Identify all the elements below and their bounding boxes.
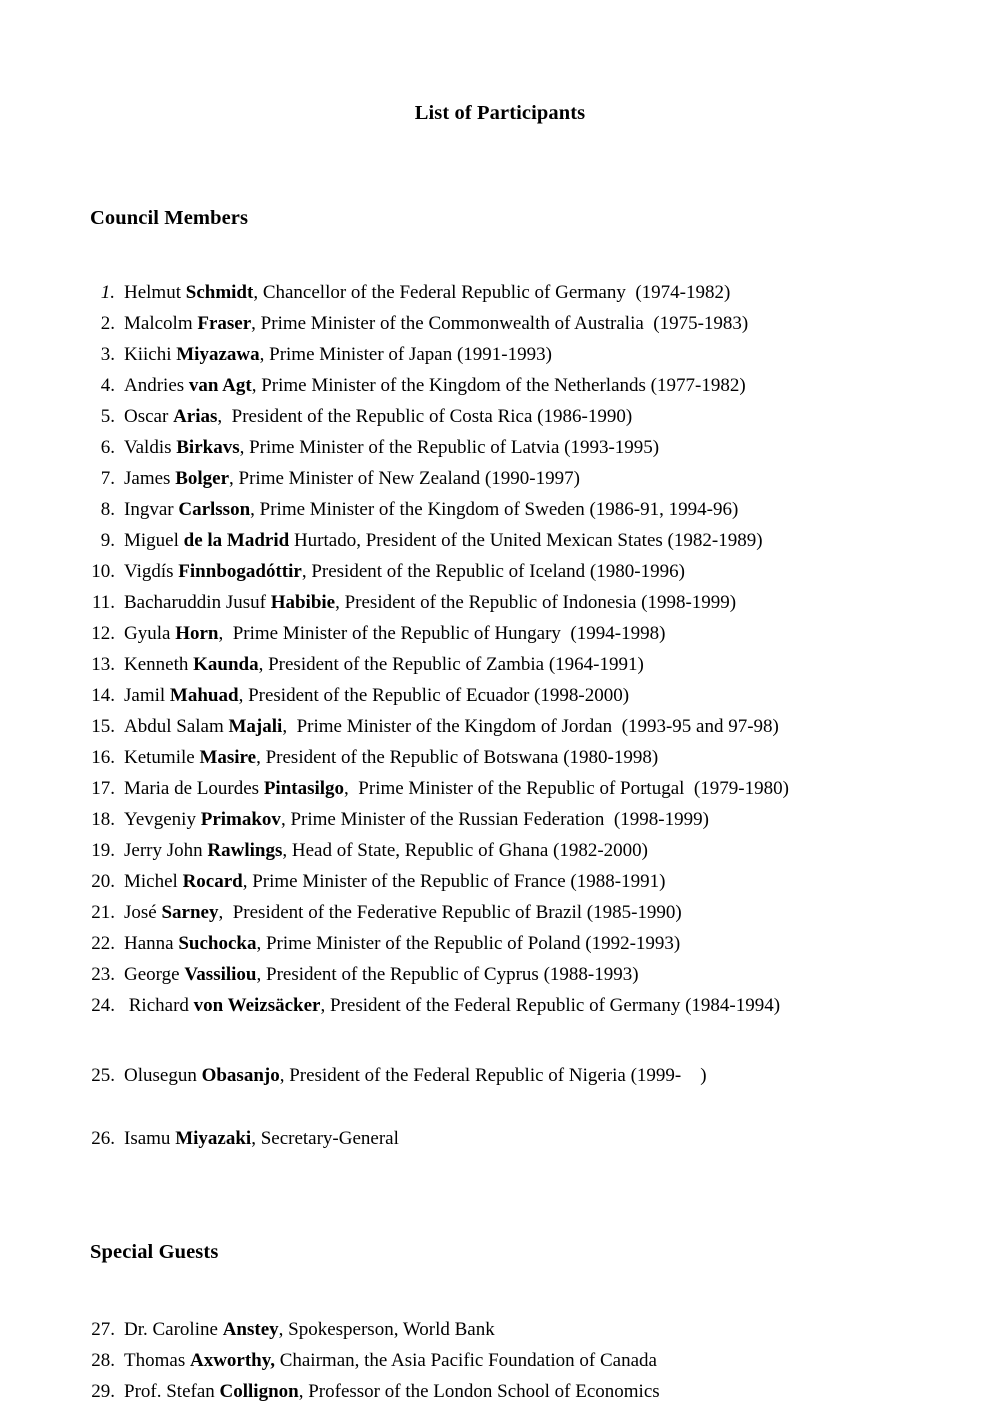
participant-surname: Birkavs xyxy=(176,437,240,458)
list-item xyxy=(90,1376,1000,1407)
participant-given-name: Michel xyxy=(124,871,183,892)
participant-given-name: Olusegun xyxy=(124,1065,202,1086)
list-item-text xyxy=(124,618,1000,649)
list-item-number: 16. xyxy=(91,747,115,768)
participant-surname: Bolger xyxy=(175,468,230,489)
participant-surname: Vassiliou xyxy=(184,964,257,985)
list-item xyxy=(90,959,1000,990)
participant-given-name: Ingvar xyxy=(124,499,179,520)
participant-surname: Obasanjo xyxy=(201,1065,280,1086)
participant-given-name: Jamil xyxy=(124,685,170,706)
participant-title: , President of the Republic of Indonesia (1998-1999) xyxy=(335,592,737,613)
participant-given-name: Prof. Stefan xyxy=(124,1380,220,1402)
list-item-text xyxy=(124,401,1000,432)
list-item-number: 20. xyxy=(91,871,115,892)
list-item xyxy=(90,525,1000,556)
list-item xyxy=(90,1060,1000,1091)
participant-given-name: Andries xyxy=(124,375,189,396)
list-item-text xyxy=(124,897,1000,928)
list-item-text xyxy=(124,1314,1000,1345)
list-item-text xyxy=(124,587,1000,618)
list-item-number: 29. xyxy=(91,1380,115,1402)
list-item-text xyxy=(124,742,1000,773)
list-item-text xyxy=(124,339,1000,370)
list-item xyxy=(90,649,1000,680)
list-item-text xyxy=(124,1060,1000,1091)
list-item-number: 24. xyxy=(91,995,115,1016)
participant-surname: Fraser xyxy=(197,313,252,334)
participant-given-name: George xyxy=(124,964,185,985)
list-item xyxy=(90,370,1000,401)
list-item xyxy=(90,773,1000,804)
participant-title: , Prime Minister of the Republic of Portugal (1979-1980) xyxy=(344,778,789,799)
list-item-text xyxy=(124,1345,1000,1376)
list-item-number: 13. xyxy=(91,654,115,675)
list-item-number: 9. xyxy=(100,530,115,551)
list-item xyxy=(90,680,1000,711)
participant-surname: Schmidt xyxy=(185,282,254,303)
participant-title: , Prime Minister of the Republic of Latvia (1993-1995) xyxy=(239,437,660,458)
participant-title: Hurtado, President of the United Mexican States (1982-1989) xyxy=(289,530,763,551)
participant-given-name: Thomas xyxy=(124,1349,190,1371)
list-item-text xyxy=(124,277,1000,308)
participant-title: , Prime Minister of the Republic of Poland (1992-1993) xyxy=(256,933,681,954)
participant-title: , Prime Minister of the Russian Federation (1998-1999) xyxy=(280,809,709,830)
participant-title: , President of the Republic of Iceland (1980-1996) xyxy=(301,561,685,582)
council-members-list xyxy=(0,277,1000,1154)
list-item-number: 22. xyxy=(91,933,115,954)
participant-given-name: Hanna xyxy=(124,933,179,954)
list-item-text xyxy=(124,866,1000,897)
list-item xyxy=(90,401,1000,432)
participant-title: , President of the Republic of Zambia (1964-1991) xyxy=(258,654,644,675)
participant-given-name: James xyxy=(124,468,176,489)
participant-title: , Chancellor of the Federal Republic of Germany (1974-1982) xyxy=(253,282,731,303)
list-item-number: 7. xyxy=(100,468,115,489)
list-item-text xyxy=(124,494,1000,525)
list-item-number: 26. xyxy=(91,1128,115,1149)
participant-surname: Axworthy, xyxy=(189,1349,275,1371)
participant-surname: Sarney xyxy=(161,902,219,923)
participant-title: , Prime Minister of the Republic of France (1988-1991) xyxy=(242,871,666,892)
participant-given-name: Valdis xyxy=(124,437,177,458)
list-item-text xyxy=(124,525,1000,556)
list-item-text xyxy=(124,680,1000,711)
participant-surname: Rawlings xyxy=(207,840,283,861)
participant-title: , Prime Minister of the Republic of Hungary (1994-1998) xyxy=(218,623,666,644)
participant-given-name: Oscar xyxy=(124,406,174,427)
list-item xyxy=(90,308,1000,339)
special-guests-list xyxy=(0,1314,1000,1407)
list-item xyxy=(90,990,1000,1021)
list-item xyxy=(90,1314,1000,1345)
list-item xyxy=(90,1123,1000,1154)
participant-given-name: Kenneth xyxy=(124,654,194,675)
participant-title: , President of the Republic of Ecuador (1998-2000) xyxy=(238,685,630,706)
participant-surname: von Weizsäcker xyxy=(193,995,321,1016)
participant-surname: Finnbogadóttir xyxy=(178,561,302,582)
participant-surname: Masire xyxy=(199,747,257,768)
list-item-number: 5. xyxy=(100,406,115,427)
list-item-text xyxy=(124,1376,1000,1407)
participant-given-name: Helmut xyxy=(124,282,186,303)
participant-given-name: Miguel xyxy=(124,530,184,551)
list-item-text xyxy=(124,990,1000,1021)
participant-surname: Collignon xyxy=(219,1380,299,1402)
participant-title: Chairman, the Asia Pacific Foundation of Canada xyxy=(274,1349,657,1371)
participant-given-name: José xyxy=(124,902,162,923)
list-item-number: 11. xyxy=(91,592,115,613)
participant-title: , Prime Minister of New Zealand (1990-1997) xyxy=(229,468,580,489)
list-item-number: 28. xyxy=(91,1349,115,1371)
list-item-number: 15. xyxy=(91,716,115,737)
participant-surname: Anstey xyxy=(222,1318,279,1340)
list-item-text xyxy=(124,556,1000,587)
list-item xyxy=(90,432,1000,463)
participant-given-name: Abdul Salam xyxy=(124,716,229,737)
list-item-text xyxy=(124,370,1000,401)
list-item-number: 21. xyxy=(91,902,115,923)
participant-given-name: Dr. Caroline xyxy=(124,1318,223,1340)
participant-title: , Prime Minister of the Kingdom of the Netherlands (1977-1982) xyxy=(251,375,746,396)
participant-given-name: Bacharuddin Jusuf xyxy=(124,592,271,613)
list-item xyxy=(90,866,1000,897)
participant-surname: de la Madrid xyxy=(183,530,290,551)
list-item xyxy=(90,587,1000,618)
list-item xyxy=(90,928,1000,959)
participant-given-name: Kiichi xyxy=(124,344,177,365)
list-item-text xyxy=(124,463,1000,494)
list-item-number: 8. xyxy=(100,499,115,520)
list-item xyxy=(90,618,1000,649)
list-item xyxy=(90,711,1000,742)
list-item xyxy=(90,556,1000,587)
participant-surname: Majali xyxy=(228,716,283,737)
list-item-text xyxy=(124,308,1000,339)
list-item xyxy=(90,742,1000,773)
list-item-number: 18. xyxy=(91,809,115,830)
participant-surname: Miyazaki xyxy=(175,1128,252,1149)
participant-surname: van Agt xyxy=(188,375,252,396)
participant-surname: Kaunda xyxy=(193,654,259,675)
participant-given-name: Jerry John xyxy=(124,840,208,861)
list-item-number: 2. xyxy=(100,313,115,334)
page-title: List of Participants xyxy=(414,102,586,124)
participant-surname: Habibie xyxy=(270,592,336,613)
participant-given-name: Gyula xyxy=(124,623,176,644)
list-item-number: 4. xyxy=(100,375,115,396)
participant-title: , Prime Minister of the Kingdom of Sweden (1986-91, 1994-96) xyxy=(250,499,739,520)
list-item-number: 1. xyxy=(100,282,115,303)
participant-given-name: Vigdís xyxy=(124,561,179,582)
list-item-number: 10. xyxy=(91,561,115,582)
list-item-text xyxy=(124,773,1000,804)
participant-title: , President of the Republic of Botswana (1980-1998) xyxy=(256,747,659,768)
list-item xyxy=(90,339,1000,370)
list-item xyxy=(90,463,1000,494)
list-item xyxy=(90,1345,1000,1376)
list-item xyxy=(90,277,1000,308)
participant-title: , Professor of the London School of Economics xyxy=(298,1380,660,1402)
participant-given-name: Isamu xyxy=(124,1128,176,1149)
list-item-number: 23. xyxy=(91,964,115,985)
participant-surname: Suchocka xyxy=(178,933,257,954)
list-item xyxy=(90,897,1000,928)
participant-title: , Prime Minister of the Kingdom of Jordan (1993-95 and 97-98) xyxy=(282,716,779,737)
section-heading-special-guests: Special Guests xyxy=(90,1241,219,1263)
participant-title: , Head of State, Republic of Ghana (1982-2000) xyxy=(282,840,649,861)
list-item-number: 12. xyxy=(91,623,115,644)
list-item-text xyxy=(124,928,1000,959)
participant-title: , President of the Republic of Cyprus (1988-1993) xyxy=(256,964,639,985)
list-item-text xyxy=(124,649,1000,680)
participant-title: , Spokesperson, World Bank xyxy=(278,1318,495,1340)
list-item-number: 14. xyxy=(91,685,115,706)
participant-given-name: Richard xyxy=(124,995,194,1016)
participant-given-name: Malcolm xyxy=(124,313,198,334)
list-item xyxy=(90,494,1000,525)
list-item-number: 27. xyxy=(91,1318,115,1340)
participant-surname: Primakov xyxy=(200,809,281,830)
participant-title: , President of the Republic of Costa Rica (1986-1990) xyxy=(217,406,633,427)
participant-surname: Arias xyxy=(173,406,218,427)
participant-surname: Carlsson xyxy=(178,499,251,520)
participant-title: , President of the Federal Republic of Germany (1984-1994) xyxy=(320,995,781,1016)
list-item-number: 25. xyxy=(91,1065,115,1086)
participant-title: , Secretary-General xyxy=(251,1128,399,1149)
participant-given-name: Maria de Lourdes xyxy=(124,778,264,799)
participant-title: , Prime Minister of Japan (1991-1993) xyxy=(259,344,552,365)
participant-title: , President of the Federative Republic of Brazil (1985-1990) xyxy=(218,902,682,923)
participant-given-name: Yevgeniy xyxy=(124,809,201,830)
list-item xyxy=(90,835,1000,866)
participant-surname: Mahuad xyxy=(169,685,239,706)
participant-surname: Rocard xyxy=(182,871,243,892)
section-heading-council: Council Members xyxy=(90,206,249,229)
participant-title: , Prime Minister of the Commonwealth of Australia (1975-1983) xyxy=(251,313,749,334)
participant-surname: Horn xyxy=(175,623,219,644)
list-item-text xyxy=(124,804,1000,835)
participant-title: , President of the Federal Republic of Nigeria (1999- ) xyxy=(279,1065,707,1086)
list-item-text xyxy=(124,959,1000,990)
list-item-number: 3. xyxy=(100,344,115,365)
list-item-text xyxy=(124,835,1000,866)
list-item-text xyxy=(124,432,1000,463)
list-item-number: 17. xyxy=(91,778,115,799)
list-item-text xyxy=(124,1123,1000,1154)
list-item-number: 6. xyxy=(100,437,115,458)
participant-surname: Pintasilgo xyxy=(263,778,345,799)
participant-surname: Miyazawa xyxy=(176,344,260,365)
list-item xyxy=(90,804,1000,835)
list-item-number: 19. xyxy=(91,840,115,861)
participant-given-name: Ketumile xyxy=(124,747,200,768)
list-item-text xyxy=(124,711,1000,742)
